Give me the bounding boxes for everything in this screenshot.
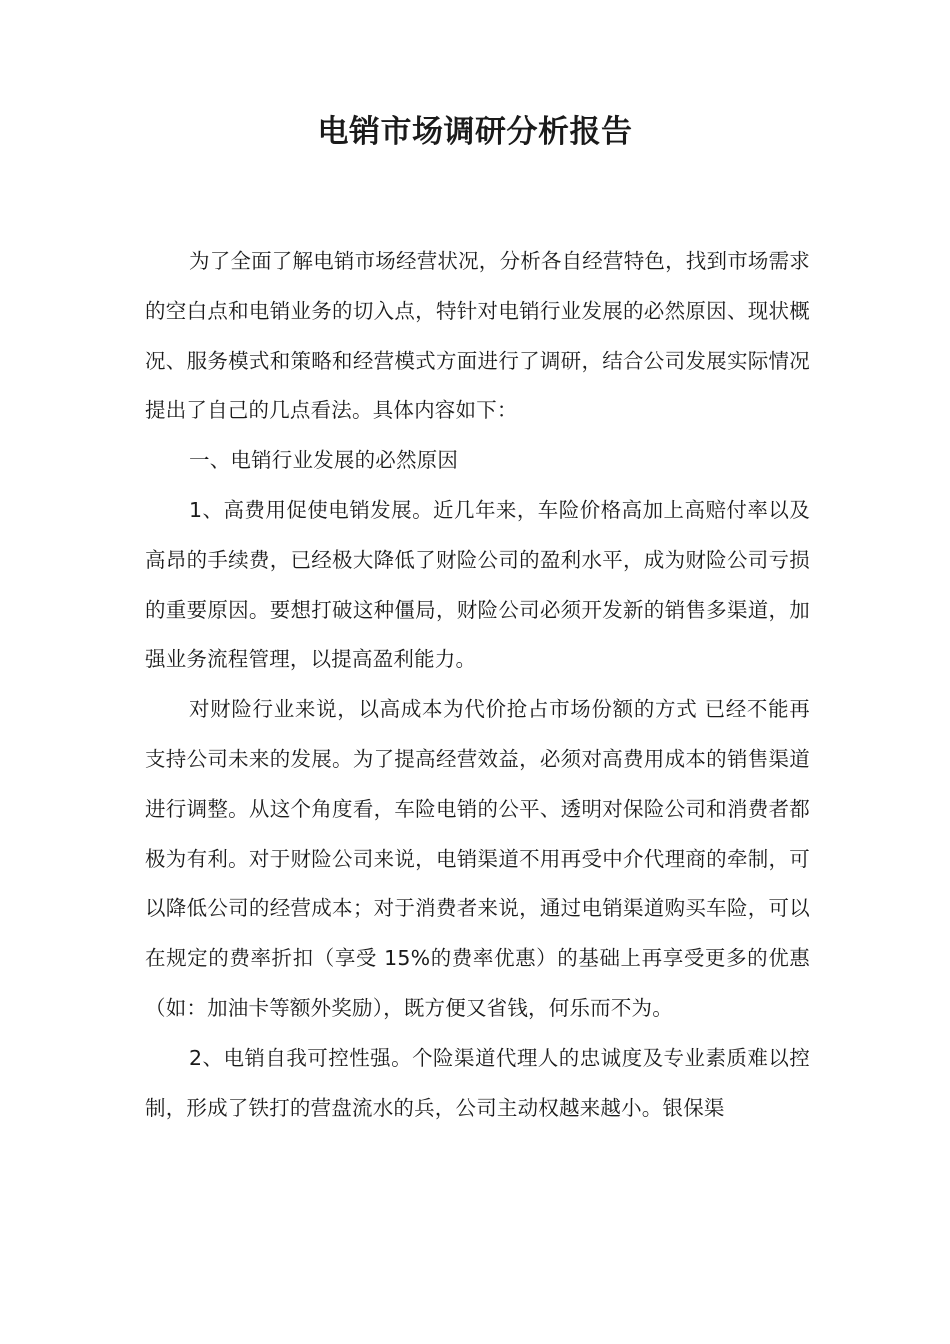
paragraph-intro: 为了全面了解电销市场经营状况，分析各自经营特色，找到市场需求的空白点和电销业务的切入点，特针对电销行业发展的必然原因、现状概况、服务模式和策略和经营模式方面进行了调研，结合公司发展实际情况提出了自己的几点看法。具体内容如下：: [145, 249, 810, 423]
paragraph-point-2: 2、电销自我可控性强。个险渠道代理人的忠诚度及专业素质难以控制，形成了铁打的营盘流水的兵，公司主动权越来越小。银保渠: [145, 1045, 810, 1120]
section-heading-1: 一、电销行业发展的必然原因: [189, 448, 459, 473]
paragraph-cost-analysis: 对财险行业来说，以高成本为代价抢占市场份额的方式 已经不能再支持公司未来的发展。为了提高经营效益，必须对高费用成本的销售渠道进行调整。从这个角度看，车险电销的公平、透明对保险公司和消费者都极为有利。对于财险公司来说，电销渠道不用再受中介代理商的牵制，可以降低公司的经营成本；对于消费者来说，通过电销渠道购买车险，可以在规定的费率折扣（享受 15%的费率优惠）的基础上再享受更多的优惠（如：加油卡等额外奖励），既方便又省钱，何乐而不为。: [145, 697, 810, 1020]
document-body: [145, 237, 810, 1133]
paragraph-point-1: 1、高费用促使电销发展。近几年来，车险价格高加上高赔付率以及高昂的手续费，已经极大降低了财险公司的盈利水平，成为财险公司亏损的重要原因。要想打破这种僵局，财险公司必须开发新的销售多渠道，加强业务流程管理，以提高盈利能力。: [145, 497, 810, 672]
document-title: 电销市场调研分析报告: [317, 114, 633, 150]
